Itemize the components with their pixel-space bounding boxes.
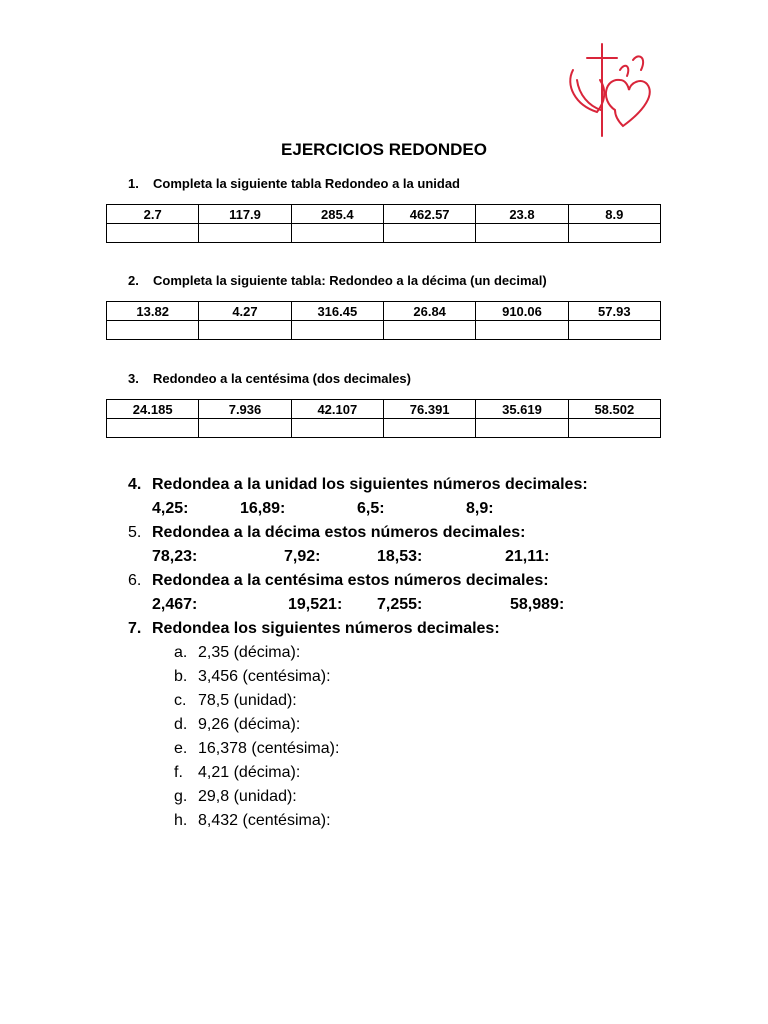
- question-text: Redondea a la centésima estos números decimales:: [152, 572, 549, 589]
- list-item: [174, 737, 339, 761]
- value-item: 18,53:: [377, 548, 423, 565]
- table-cell: 23.8: [476, 205, 568, 224]
- value-item: 58,989:: [510, 596, 565, 613]
- section-number: 1.: [128, 176, 139, 191]
- answer-cell[interactable]: [568, 321, 660, 340]
- rounding-table-2: [106, 301, 661, 340]
- section-1-heading: [128, 176, 460, 191]
- list-text: 3,456 (centésima):: [198, 668, 331, 685]
- answer-cell[interactable]: [291, 224, 383, 243]
- table-row-answers: [107, 419, 661, 438]
- answer-cell[interactable]: [199, 321, 291, 340]
- question-4: [128, 473, 588, 497]
- list-text: 29,8 (unidad):: [198, 788, 297, 805]
- table-cell: 316.45: [291, 302, 383, 321]
- section-number: 2.: [128, 273, 139, 288]
- list-item: [174, 713, 300, 737]
- table-row: [107, 302, 661, 321]
- list-letter: c.: [174, 692, 187, 709]
- answer-cell[interactable]: [476, 321, 568, 340]
- cross-hearts-logo-icon: [565, 40, 665, 140]
- table-cell: 58.502: [568, 400, 660, 419]
- table-cell: 13.82: [107, 302, 199, 321]
- table-cell: 42.107: [291, 400, 383, 419]
- rounding-table-3: [106, 399, 661, 438]
- list-letter: h.: [174, 812, 188, 829]
- question-5: [128, 521, 525, 545]
- table-cell: 76.391: [383, 400, 475, 419]
- answer-cell[interactable]: [107, 224, 199, 243]
- table-cell: 8.9: [568, 205, 660, 224]
- value-item: 2,467:: [152, 596, 198, 613]
- answer-cell[interactable]: [568, 419, 660, 438]
- list-letter: d.: [174, 716, 188, 733]
- list-item: [174, 785, 297, 809]
- list-text: 78,5 (unidad):: [198, 692, 297, 709]
- section-text: Completa la siguiente tabla: Redondeo a la décima (un decimal): [153, 273, 547, 288]
- question-text: Redondea a la unidad los siguientes números decimales:: [152, 476, 588, 493]
- list-item: [174, 665, 331, 689]
- table-cell: 285.4: [291, 205, 383, 224]
- table-cell: 7.936: [199, 400, 291, 419]
- table-cell: 117.9: [199, 205, 291, 224]
- table-cell: 910.06: [476, 302, 568, 321]
- answer-cell[interactable]: [568, 224, 660, 243]
- answer-cell[interactable]: [291, 419, 383, 438]
- table-cell: 2.7: [107, 205, 199, 224]
- list-text: 4,21 (décima):: [198, 764, 301, 781]
- section-2-heading: [128, 273, 547, 288]
- list-item: [174, 761, 300, 785]
- value-item: 4,25:: [152, 500, 189, 517]
- list-text: 8,432 (centésima):: [198, 812, 331, 829]
- question-6: [128, 569, 549, 593]
- list-letter: g.: [174, 788, 188, 805]
- value-item: 19,521:: [288, 596, 343, 613]
- question-number: 7.: [128, 620, 142, 637]
- list-text: 2,35 (décima):: [198, 644, 301, 661]
- question-7: [128, 617, 500, 641]
- page-title: EJERCICIOS REDONDEO: [281, 140, 487, 159]
- section-text: Completa la siguiente tabla Redondeo a la unidad: [153, 176, 460, 191]
- answer-cell[interactable]: [476, 419, 568, 438]
- list-letter: a.: [174, 644, 188, 661]
- answer-cell[interactable]: [107, 419, 199, 438]
- table-row-answers: [107, 321, 661, 340]
- list-text: 9,26 (décima):: [198, 716, 301, 733]
- table-cell: 57.93: [568, 302, 660, 321]
- section-text: Redondeo a la centésima (dos decimales): [153, 371, 411, 386]
- question-number: 6.: [128, 572, 142, 589]
- table-cell: 4.27: [199, 302, 291, 321]
- table-cell: 462.57: [383, 205, 475, 224]
- value-item: 16,89:: [240, 500, 286, 517]
- section-number: 3.: [128, 371, 139, 386]
- list-item: [174, 689, 297, 713]
- answer-cell[interactable]: [291, 321, 383, 340]
- question-text: Redondea los siguientes números decimales:: [152, 620, 500, 637]
- list-item: [174, 809, 331, 833]
- table-row: [107, 205, 661, 224]
- value-item: 8,9:: [466, 500, 494, 517]
- answer-cell[interactable]: [107, 321, 199, 340]
- question-text: Redondea a la décima estos números decimales:: [152, 524, 526, 541]
- value-item: 78,23:: [152, 548, 198, 565]
- table-row-answers: [107, 224, 661, 243]
- table-cell: 35.619: [476, 400, 568, 419]
- list-text: 16,378 (centésima):: [198, 740, 340, 757]
- value-item: 7,255:: [377, 596, 423, 613]
- answer-cell[interactable]: [199, 419, 291, 438]
- list-letter: f.: [174, 764, 183, 781]
- question-number: 4.: [128, 476, 142, 493]
- question-number: 5.: [128, 524, 142, 541]
- answer-cell[interactable]: [199, 224, 291, 243]
- answer-cell[interactable]: [383, 419, 475, 438]
- section-3-heading: [128, 371, 411, 386]
- table-row: [107, 400, 661, 419]
- table-cell: 26.84: [383, 302, 475, 321]
- answer-cell[interactable]: [383, 224, 475, 243]
- list-letter: e.: [174, 740, 188, 757]
- rounding-table-1: [106, 204, 661, 243]
- table-cell: 24.185: [107, 400, 199, 419]
- answer-cell[interactable]: [476, 224, 568, 243]
- value-item: 7,92:: [284, 548, 321, 565]
- value-item: 21,11:: [505, 548, 550, 565]
- list-item: [174, 641, 300, 665]
- value-item: 6,5:: [357, 500, 385, 517]
- list-letter: b.: [174, 668, 188, 685]
- answer-cell[interactable]: [383, 321, 475, 340]
